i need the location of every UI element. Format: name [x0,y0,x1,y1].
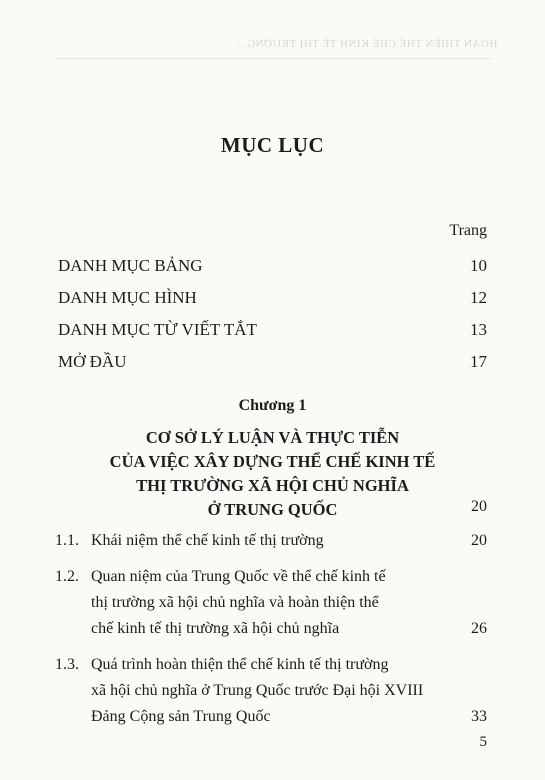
section-page: 33 [471,708,487,725]
chapter-title-line: CƠ SỞ LÝ LUẬN VÀ THỰC TIỄN [145,428,400,447]
toc-entry-label: DANH MỤC BẢNG [58,256,203,275]
toc-section-1-1[interactable] [55,528,487,554]
section-number: 1.3. [55,656,79,673]
section-page: 26 [471,620,487,637]
toc-entry-page: 12 [470,288,487,307]
chapter-title-line: Ở TRUNG QUỐC [207,500,338,519]
section-number: 1.2. [55,568,79,585]
toc-entry-page: 10 [470,256,487,275]
chapter-title-line: CỦA VIỆC XÂY DỰNG THỂ CHẾ KINH TẾ [109,452,436,471]
section-text: xã hội chủ nghĩa ở Trung Quốc trước Đại hội XVIII [91,682,424,699]
page-number: 5 [479,734,487,750]
chapter-page: 20 [471,498,487,515]
section-page: 20 [471,532,487,549]
toc-entry-label: DANH MỤC HÌNH [58,288,197,307]
chapter-title-line: THỊ TRƯỜNG XÃ HỘI CHỦ NGHĨA [136,476,409,495]
toc-entry-label: MỞ ĐẦU [58,352,127,371]
toc-entry-page: 13 [470,320,487,339]
page-column-header: Trang [449,222,487,239]
section-number: 1.1. [55,532,79,549]
section-text: chế kinh tế thị trường xã hội chủ nghĩa [91,620,340,637]
chapter-heading: Chương 1 [238,397,307,414]
toc-entry-page: 17 [470,352,487,371]
toc-entry-tables[interactable] [58,256,487,276]
section-text: Khái niệm thể chế kinh tế thị trường [91,532,324,549]
toc-entry-label: DANH MỤC TỪ VIẾT TẮT [58,320,257,339]
toc-entry-abbreviations[interactable] [58,320,487,340]
chapter-title[interactable] [60,426,485,522]
toc-section-1-2[interactable] [55,564,487,642]
section-text: Quá trình hoàn thiện thể chế kinh tế thị trường [91,656,389,673]
toc-title: MỤC LỤC [220,133,325,157]
section-text: thị trường xã hội chủ nghĩa và hoàn thiện thể [91,594,379,611]
section-text: Quan niệm của Trung Quốc về thể chế kinh tế [91,568,386,585]
toc-entry-introduction[interactable] [58,352,487,372]
section-text: Đảng Cộng sản Trung Quốc [91,708,271,725]
bleed-through-rule [55,58,490,59]
toc-entry-figures[interactable] [58,288,487,308]
toc-section-1-3[interactable] [55,652,487,730]
bleed-through-header: HOÀN THIỆN THỂ CHẾ KINH TẾ THỊ TRƯỜNG... [236,38,497,50]
